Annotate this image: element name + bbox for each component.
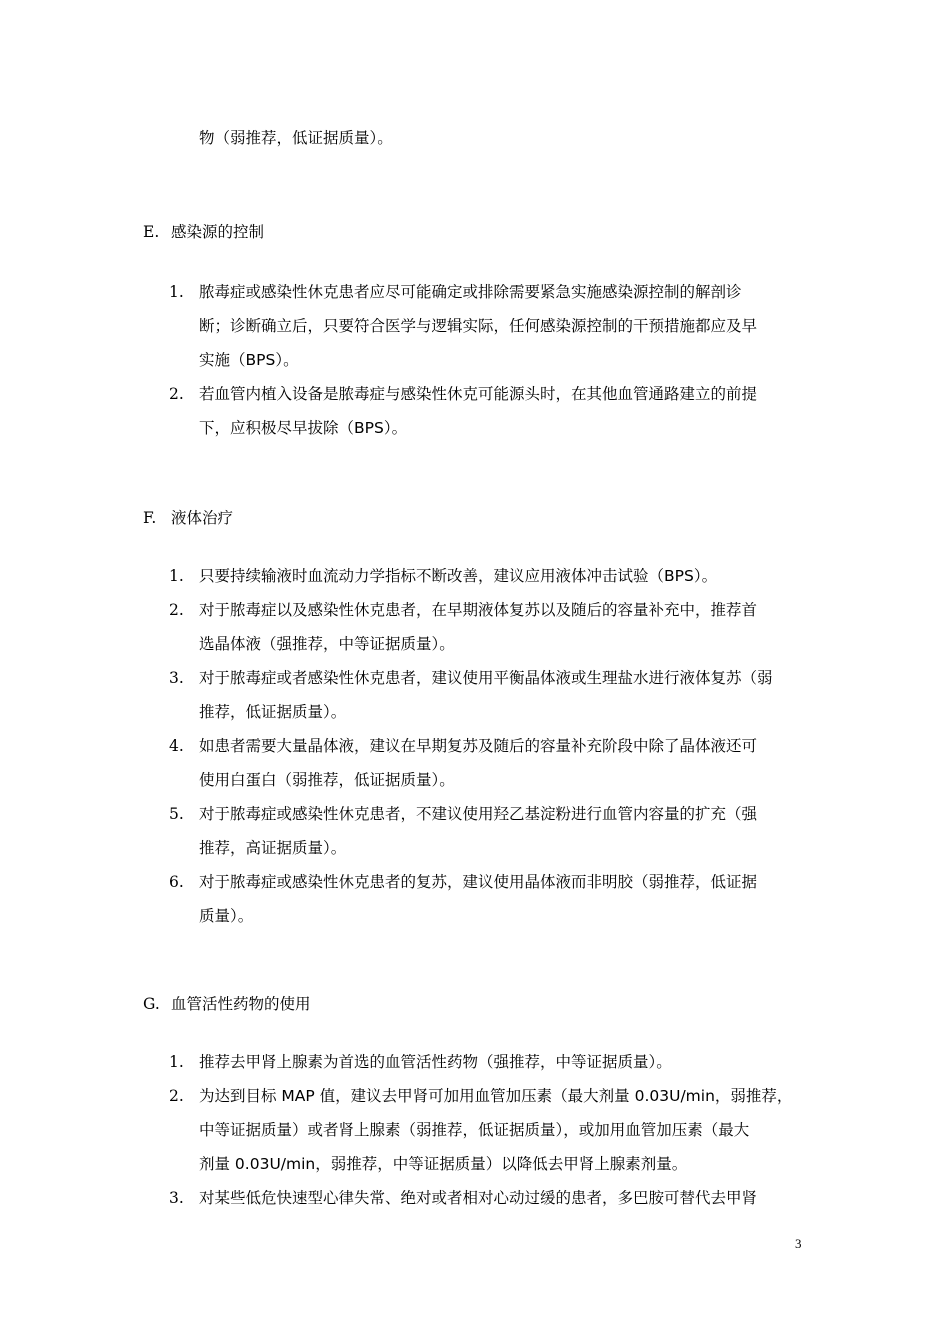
- item-number: 5.: [169, 805, 184, 823]
- item-line: 对于脓毒症以及感染性休克患者，在早期液体复苏以及随后的容量补充中，推荐首: [199, 601, 758, 619]
- item-number: 1.: [169, 1053, 184, 1071]
- item-line: 对某些低危快速型心律失常、绝对或者相对心动过缓的患者，多巴胺可替代去甲肾: [199, 1189, 758, 1207]
- item-line: 断；诊断确立后，只要符合医学与逻辑实际，任何感染源控制的干预措施都应及早: [199, 317, 758, 335]
- item-number: 4.: [169, 737, 184, 755]
- item-line: 推荐，低证据质量）。: [199, 703, 347, 721]
- item-line: 对于脓毒症或感染性休克患者的复苏，建议使用晶体液而非明胶（弱推荐，低证据: [199, 873, 758, 891]
- item-line: 中等证据质量）或者肾上腺素（弱推荐，低证据质量），或加用血管加压素（最大: [199, 1121, 750, 1139]
- section-heading-e: [143, 222, 264, 242]
- item-number: 1.: [169, 283, 184, 301]
- item-number: 6.: [169, 873, 184, 891]
- section-heading-f: [143, 508, 233, 528]
- section-letter: G.: [143, 995, 160, 1013]
- item-line: 如患者需要大量晶体液，建议在早期复苏及随后的容量补充阶段中除了晶体液还可: [199, 737, 758, 755]
- item-line: 脓毒症或感染性休克患者应尽可能确定或排除需要紧急实施感染源控制的解剖诊: [199, 283, 742, 301]
- item-number: 2.: [169, 385, 184, 403]
- section-title: 感染源的控制: [171, 223, 265, 241]
- item-line: 剂量 0.03U/min，弱推荐，中等证据质量）以降低去甲肾上腺素剂量。: [199, 1155, 688, 1173]
- item-line: 质量）。: [199, 907, 254, 925]
- section-title: 液体治疗: [171, 509, 234, 527]
- section-heading-g: [143, 994, 311, 1014]
- section-letter: E.: [143, 223, 160, 241]
- page-number: 3: [795, 1236, 802, 1251]
- item-number: 2.: [169, 601, 184, 619]
- item-line: 若血管内植入设备是脓毒症与感染性休克可能源头时，在其他血管通路建立的前提: [199, 385, 758, 403]
- item-line: 推荐去甲肾上腺素为首选的血管活性药物（强推荐，中等证据质量）。: [199, 1053, 672, 1071]
- item-number: 1.: [169, 567, 184, 585]
- item-line: 实施（BPS）。: [199, 351, 299, 369]
- item-line: 选晶体液（强推荐，中等证据质量）。: [199, 635, 455, 653]
- continuation-text: 物（弱推荐，低证据质量）。: [199, 129, 393, 147]
- item-line: 使用白蛋白（弱推荐，低证据质量）。: [199, 771, 455, 789]
- item-line: 推荐，高证据质量）。: [199, 839, 347, 857]
- item-line: 下，应积极尽早拔除（BPS）。: [199, 419, 408, 437]
- item-line: 对于脓毒症或感染性休克患者，不建议使用羟乙基淀粉进行血管内容量的扩充（强: [199, 805, 758, 823]
- section-title: 血管活性药物的使用: [171, 995, 311, 1013]
- item-number: 2.: [169, 1087, 184, 1105]
- item-number: 3.: [169, 669, 184, 687]
- section-letter: F.: [143, 509, 157, 527]
- item-line: 对于脓毒症或者感染性休克患者，建议使用平衡晶体液或生理盐水进行液体复苏（弱: [199, 669, 773, 687]
- item-line: 为达到目标 MAP 值，建议去甲肾可加用血管加压素（最大剂量 0.03U/min，弱推荐，: [199, 1087, 793, 1105]
- item-line: 只要持续输液时血流动力学指标不断改善，建议应用液体冲击试验（BPS）。: [199, 567, 718, 585]
- item-number: 3.: [169, 1189, 184, 1207]
